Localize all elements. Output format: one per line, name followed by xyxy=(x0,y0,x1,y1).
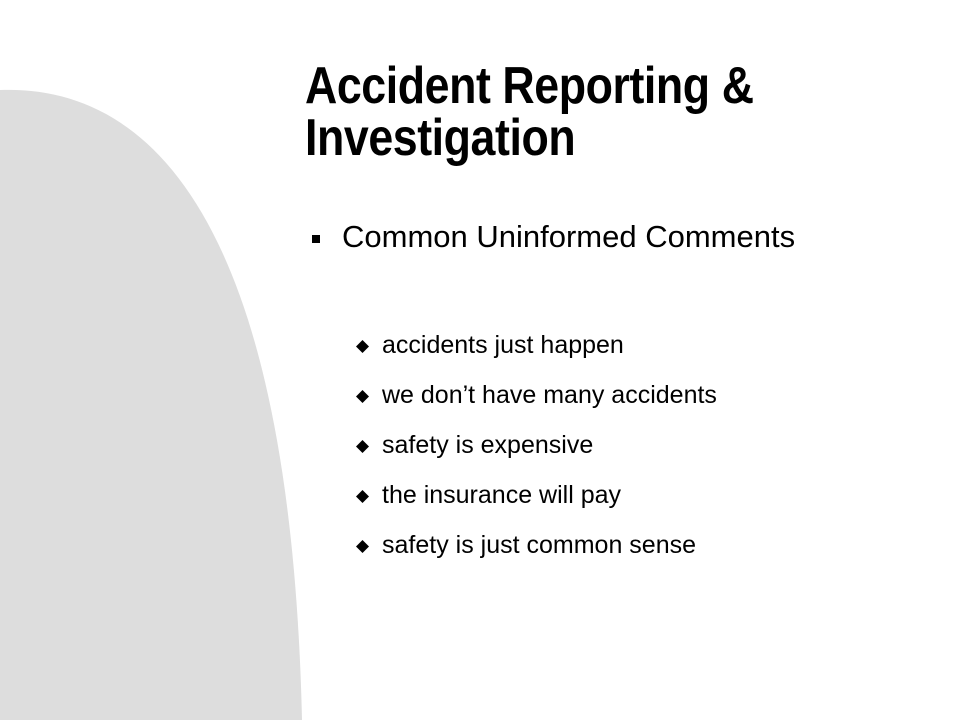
sub-bullet-item xyxy=(356,520,717,570)
diamond-bullet-icon xyxy=(356,340,369,353)
sub-bullet-item xyxy=(356,370,717,420)
main-bullet-item xyxy=(312,219,795,255)
sub-bullet-text: we don’t have many accidents xyxy=(382,381,717,409)
diamond-bullet-icon xyxy=(356,440,369,453)
sub-bullet-text: the insurance will pay xyxy=(382,481,622,509)
sub-bullet-text: accidents just happen xyxy=(382,331,624,359)
main-bullet-text: Common Uninformed Comments xyxy=(342,219,796,254)
sub-bullet-list xyxy=(356,320,717,570)
diamond-bullet-icon xyxy=(356,540,369,553)
diamond-bullet-icon xyxy=(356,390,369,403)
sub-bullet-text: safety is expensive xyxy=(382,431,594,459)
sub-bullet-item xyxy=(356,320,717,370)
sub-bullet-item xyxy=(356,420,717,470)
square-bullet-icon xyxy=(312,235,320,243)
diamond-bullet-icon xyxy=(356,490,369,503)
sub-bullet-text: safety is just common sense xyxy=(382,531,697,559)
sub-bullet-item xyxy=(356,470,717,520)
slide-title: Accident Reporting & Investigation xyxy=(305,57,754,167)
left-decorative-shape xyxy=(0,0,310,720)
